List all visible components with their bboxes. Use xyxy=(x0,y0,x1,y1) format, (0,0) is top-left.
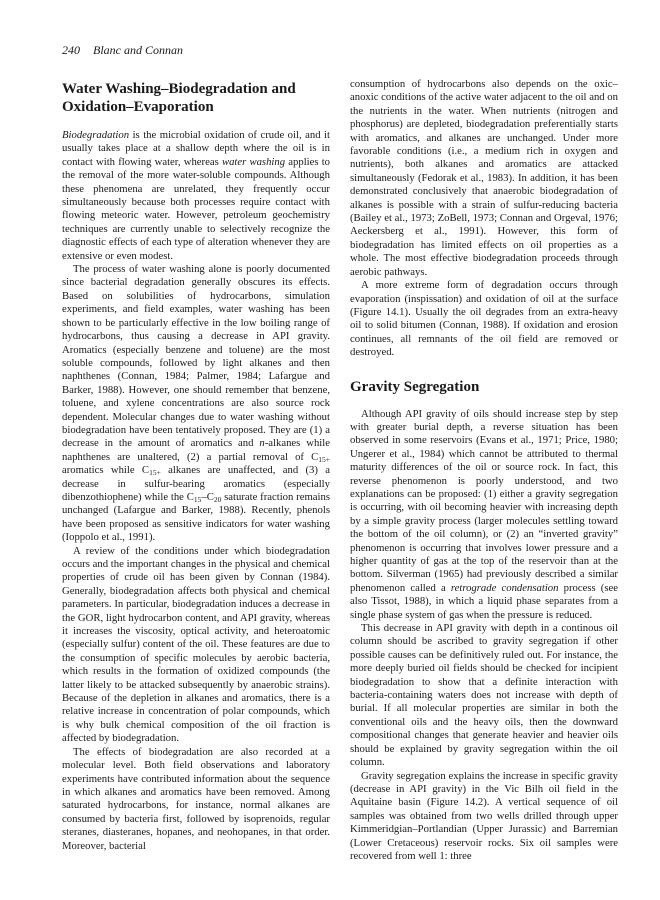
paragraph: consumption of hydrocarbons also depends on the oxic–anoxic conditions of the active water adjacent to the oil and on the nutrients in the water. When nutrients (nitrogen and phosphorus) are depleted, biodegradation preferentially starts with aromatics, and alkanes are unchanged. Under more favorable conditions (i.e., a medium rich in oxygen and nutrients), both alkanes and aromatics are attacked simultaneously (Fedorak et al., 1983). In addition, it has been demonstrated conclusively that anaerobic biodegradation of alkanes is possible with a strain of sulfur-reducing bacteria (Bailey et al., 1973; ZoBell, 1973; Connan and Orgeval, 1976; Aeckersberg et al., 1991). However, this form of biodegradation has limited effects on oil properties as a whole. The most effective biodegradation proceeds through aerobic pathways. xyxy=(350,78,618,278)
paragraph: Gravity segregation explains the increase in specific gravity (decrease in API gravity) in the Vic Bilh oil field in the Aquitaine basin (Figure 14.2). A vertical sequence of oil samples was obtained from two wells drilled through upper Kimmeridgian–Portlandian (Upper Jurassic) and Barremian (Lower Cretaceous) reservoir rocks. Six oil samples were recovered from well 1: three xyxy=(350,769,618,862)
paragraph: The process of water washing alone is poorly documented since bacterial degradation generally obscures its effects. Based on solubilities of hydrocarbons, simulation experiments, and field examples, water washing has been shown to be particularly effective in the low boiling range of hydrocarbons, thus causing a decrease in API gravity. Aromatics (especially benzene and toluene) are the most soluble compounds, followed by light alkanes and then naphthenes (Connan, 1984; Palmer, 1984; Lafargue and Barker, 1988). However, one should remember that benzene, toluene, and xylene concentrations are also source rock dependent. Molecular changes due to water washing without biodegradation have been tentatively proposed. They are (1) a decrease in the amount of aromatics and n-alkanes while naphthenes are unaltered, (2) a partial removal of $C_{15+}$ aromatics while $C_{15+}$ alkanes are unaffected, and (3) a decrease in sulfur-bearing aromatics (especially dibenzothiophene) while the $C_{15}-C_{20}$ saturate fraction remains unchanged (Lafargue and Barker, 1988). Recently, phenols have been proposed as sensitive indicators for water washing (Ioppolo et al., 1991). xyxy=(62,263,330,544)
paragraph: The effects of biodegradation are also recorded at a molecular level. Both field observations and laboratory experiments have contributed information about the sequence in which alkanes and aromatics have been removed. Among saturated hydrocarbons, for instance, normal alkanes are consumed by bacteria first, followed by isoprenoids, regular steranes, diasteranes, hopanes, and neohopanes, in that order. Moreover, bacterial xyxy=(62,745,330,852)
paragraph: A review of the conditions under which biodegradation occurs and the important changes in the physical and chemical properties of crude oil has been given by Connan (1984). Generally, biodegradation affects both physical and chemical parameters. In particular, biodegradation induces a decrease in the GOR, light hydrocarbon content, and API gravity, whereas it increases the viscosity, optical activity, and heteroatomic (especially sulfur) content of the oil. These features are due to the consumption of specific molecules by aerobic bacteria, which results in the formation of oxidized compounds (the latter likely to be attacked subsequently by anaerobic strains). Because of the depletion in alkanes and aromatics, there is a relative increase in concentration of polar compounds, which is why bulk chemical composition of the oil fraction is affected by biodegradation. xyxy=(62,544,330,745)
right-column xyxy=(350,78,618,863)
paragraph: This decrease in API gravity with depth in a continous oil column should be ascribed to gravity segregation if other possible causes can be definitively ruled out. For instance, the more deeply buried oil fields should be checked for incipient biodegradation to show that a definite interaction with bacteria-containing waters does not increase with depth of burial. If all molecular properties are similar in both the conventional oils and the heavy oils, then the downward compositional changes that generate heavier and heavier oils should be explained by gravity segregation within the oil column. xyxy=(350,622,618,769)
paragraph: A more extreme form of degradation occurs through evaporation (inspissation) and oxidation of oil at the surface (Figure 14.1). Usually the oil degrades from an extra-heavy oil to solid bitumen (Connan, 1988). If oxidation and erosion continues, all remnants of the oil field are removed or destroyed. xyxy=(350,279,618,359)
page-number: 240 xyxy=(62,43,80,57)
left-column xyxy=(62,80,330,853)
running-head-authors: Blanc and Connan xyxy=(93,43,183,57)
paragraph: Biodegradation is the microbial oxidation of crude oil, and it usually takes place at a shallow depth where the oil is in contact with flowing water, whereas water washing applies to the removal of the more water-soluble compounds. Although these phenomena are unrelated, they frequently occur simultaneously because both processes require contact with flowing meteoric water. However, petroleum geochemistry techniques are currently unable to selectively recognize the diagnostic effects of each type of alteration whenever they are extensive or even modest. xyxy=(62,129,331,262)
section-heading-water-washing: Water Washing–Biodegradation and Oxidation–Evaporation xyxy=(62,81,296,115)
running-head xyxy=(62,43,183,58)
section-heading-gravity-segregation: Gravity Segregation xyxy=(350,378,480,395)
paragraph: Although API gravity of oils should increase step by step with greater burial depth, a reverse situation has been observed in some reservoirs (Evans et al., 1971; Price, 1980; Ungerer et al., 1984) which cannot be attributed to thermal maturity differences of the oil or source rock. In fact, this reverse phenomenon is poorly understood, and two explanations can be proposed: (1) either a gravity segregation is occurring, with oil becoming heavier with increasing depth by a simple gravity process (larger molecules settling toward the bottom of the oil column), or (2) an “inverted gravity” phenomenon is occurring that involves lower pressure and a higher quantity of gas at the top of the reservoir than at the bottom. Silverman (1965) had previously described a similar phenomenon called a retrograde condensation process (see also Tissot, 1988), in which a liquid phase separates from a single phase system of gas when the pressure is reduced. xyxy=(350,407,618,621)
